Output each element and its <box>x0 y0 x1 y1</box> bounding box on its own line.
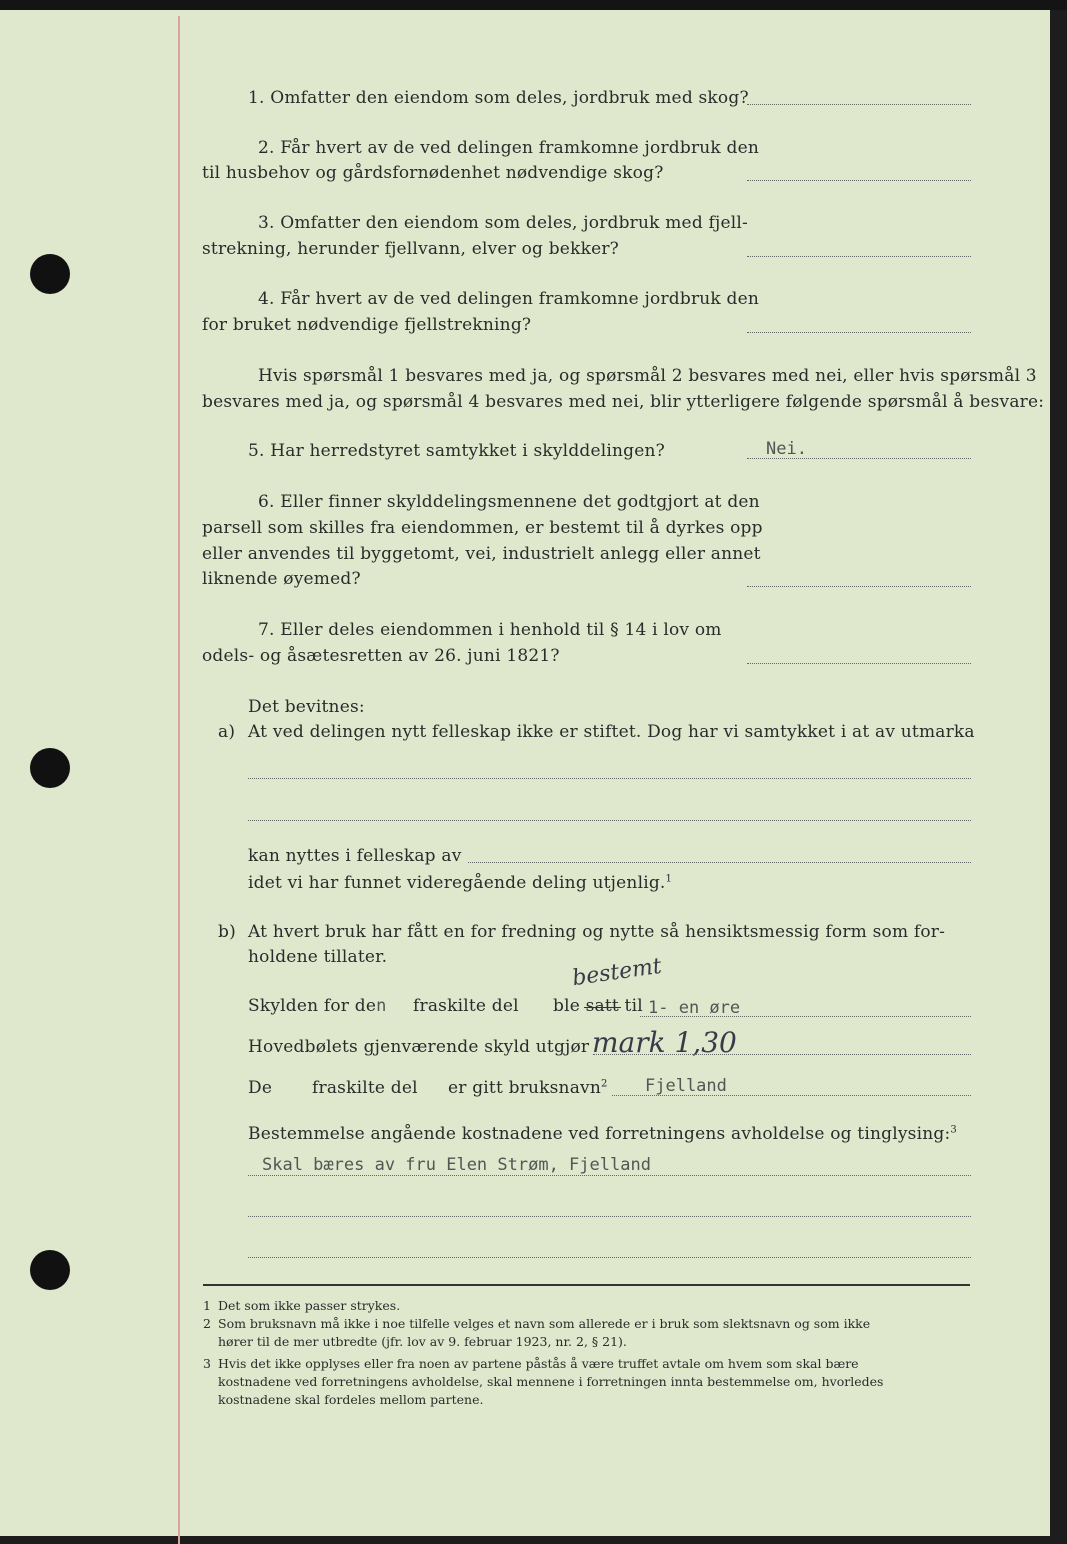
condition-line-1: Hvis spørsmål 1 besvares med ja, og spørsmål 2 besvares med nei, eller hvis spørsmål 3 <box>258 366 1037 386</box>
footnote-rule <box>203 1284 970 1286</box>
question-4-line-1: 4. Får hvert av de ved delingen framkomne jordbruk den <box>258 289 760 309</box>
bestemmelse-blank-1 <box>248 1175 971 1176</box>
hoved-label: Hovedbølets gjenværende skyld utgjør <box>248 1037 590 1057</box>
attest-b-line-1: At hvert bruk har fått en for fredning og nytte så hensiktsmessig form som for- <box>248 922 946 942</box>
footnote-1-number: 1 <box>203 1298 211 1313</box>
attest-a-blank-3 <box>468 862 971 863</box>
footnote-1: Det som ikke passer strykes. <box>218 1298 401 1313</box>
skyld-fraskilte-label: fraskilte del <box>413 996 519 1016</box>
margin-rule <box>178 16 180 1544</box>
answer-line-4 <box>747 332 971 333</box>
answer-line-3 <box>747 256 971 257</box>
punch-hole <box>30 254 70 294</box>
question-2-line-2: til husbehov og gårdsfornødenhet nødvendige skog? <box>202 163 664 183</box>
hoved-blank <box>593 1054 971 1055</box>
de-label: De <box>248 1078 273 1098</box>
footnote-2-line-1: Som bruksnavn må ikke i noe tilfelle velges et navn som allerede er i bruk som slektsnavn og som ikke <box>218 1316 871 1331</box>
bestemmelse-blank-3 <box>248 1257 971 1258</box>
footnote-3-number: 3 <box>203 1356 211 1371</box>
answer-line-6 <box>747 586 971 587</box>
bestemmelse-blank-2 <box>248 1216 971 1217</box>
attest-heading: Det bevitnes: <box>248 697 365 717</box>
attest-a-blank-1 <box>248 778 971 779</box>
footnote-2-number: 2 <box>203 1316 211 1331</box>
question-4-line-2: for bruket nødvendige fjellstrekning? <box>202 315 532 335</box>
footnote-2-line-2: hører til de mer utbredte (jfr. lov av 9. februar 1923, nr. 2, § 21). <box>218 1334 627 1349</box>
attest-a-line-2: kan nyttes i felleskap av <box>248 846 462 866</box>
punch-hole <box>30 748 70 788</box>
attest-a-line-3: idet vi har funnet videregående deling utjenlig.$^1$ <box>248 873 673 893</box>
bestemmelse-label: Bestemmelse angående kostnadene ved forretningens avholdelse og tinglysing:$^3$ <box>248 1124 957 1144</box>
question-2-line-1: 2. Får hvert av de ved delingen framkomne jordbruk den <box>258 138 760 158</box>
footnote-3-line-1: Hvis det ikke opplyses eller fra noen av partene påstås å være truffet avtale om hvem som skal bære <box>218 1356 859 1371</box>
attest-a-blank-2 <box>248 820 971 821</box>
hoved-handwritten-value: mark 1,30 <box>592 1026 737 1059</box>
question-7-line-2: odels- og åsætesretten av 26. juni 1821? <box>202 646 560 666</box>
attest-b-line-2: holdene tillater. <box>248 947 388 967</box>
question-5: 5. Har herredstyret samtykket i skylddelingen? <box>248 441 665 461</box>
punch-hole <box>30 1250 70 1290</box>
skyld-ble-label: ble satt til <box>553 996 643 1016</box>
skyld-blank <box>640 1016 971 1017</box>
question-1: 1. Omfatter den eiendom som deles, jordbruk med skog? <box>248 88 749 108</box>
condition-line-2: besvares med ja, og spørsmål 4 besvares med nei, blir ytterligere følgende spørsmål å besvare: <box>202 392 1045 412</box>
bruksnavn-label: er gitt bruksnavn$^2$ <box>448 1078 608 1098</box>
question-6-line-2: parsell som skilles fra eiendommen, er bestemt til å dyrkes opp <box>202 518 763 538</box>
question-6-line-1: 6. Eller finner skylddelingsmennene det godtgjort at den <box>258 492 760 512</box>
bestemmelse-value: Skal bæres av fru Elen Strøm, Fjelland <box>262 1155 651 1175</box>
answer-line-2 <box>747 180 971 181</box>
footnote-3-line-3: kostnadene skal fordeles mellom partene. <box>218 1392 484 1407</box>
question-5-answer: Nei. <box>766 439 807 459</box>
handwritten-bestemt: bestemt <box>570 953 664 992</box>
answer-line-1 <box>747 104 971 105</box>
attest-a-line-1: At ved delingen nytt felleskap ikke er stiftet. Dog har vi samtykket i at av utmarka <box>248 722 975 742</box>
question-6-line-4: liknende øyemed? <box>202 569 361 589</box>
question-3-line-1: 3. Omfatter den eiendom som deles, jordbruk med fjell- <box>258 213 748 233</box>
attest-b-label: b) <box>218 922 236 942</box>
skyld-value: 1- en øre <box>648 998 741 1018</box>
scan-border <box>0 0 1067 10</box>
bruksnavn-value: Fjelland <box>645 1076 727 1096</box>
struck-word: satt <box>585 996 619 1016</box>
document-page <box>0 8 1050 1536</box>
question-3-line-2: strekning, herunder fjellvann, elver og bekker? <box>202 239 619 259</box>
attest-a-label: a) <box>218 722 236 742</box>
footnote-3-line-2: kostnadene ved forretningens avholdelse, skal mennene i forretningen innta bestemmelse om, hvorledes <box>218 1374 884 1389</box>
answer-line-5 <box>747 458 971 459</box>
bruksnavn-blank <box>612 1095 971 1096</box>
de-fraskilte-label: fraskilte del <box>312 1078 418 1098</box>
question-6-line-3: eller anvendes til byggetomt, vei, industrielt anlegg eller annet <box>202 544 761 564</box>
answer-line-7 <box>747 663 971 664</box>
question-7-line-1: 7. Eller deles eiendommen i henhold til § 14 i lov om <box>258 620 722 640</box>
skyld-label: Skylden for den <box>248 996 387 1016</box>
